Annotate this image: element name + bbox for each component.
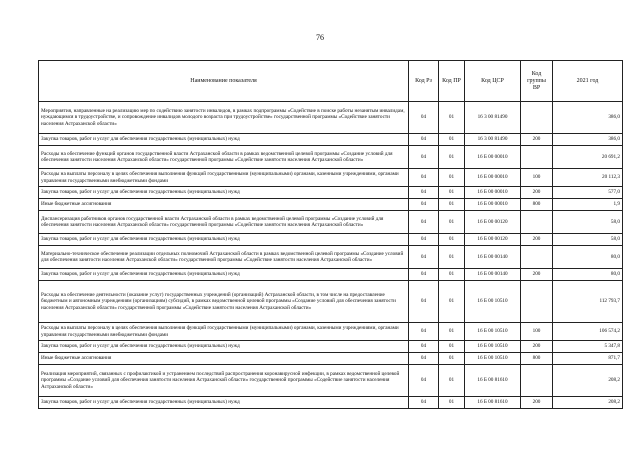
row-target: 16 Б 00 81610: [465, 397, 521, 409]
row-ministry: 04: [409, 199, 439, 211]
row-group: 200: [521, 269, 553, 281]
row-target: 16 Б 00 81610: [465, 365, 521, 397]
row-name: Мероприятия, направленные на реализацию мер по содействию занятости инвалидов, в рамках подпрограммы «Содействие в поиске работы незанятым инвалидам, нуждающимся в трудоустройстве, и сопровождение инвалидов молодого возраста при трудоустройстве» государственной программы «Содействие занятости населения Астраханской области»: [39, 102, 409, 134]
header-group: Код группы ВР: [521, 61, 553, 102]
row-ministry: 04: [409, 169, 439, 187]
row-section: 01: [439, 134, 465, 146]
page-number: 76: [316, 33, 324, 42]
header-target: Код ЦСР: [465, 61, 521, 102]
row-section: 01: [439, 269, 465, 281]
row-target: 16 Б 00 00010: [465, 169, 521, 187]
table-row: [39, 102, 623, 134]
row-name: Материально-техническое обеспечение реализации отдельных полномочий Астраханской области в рамках ведомственной целевой программы «Создание условий для обеспечения занятости населения Астраханской области» государственной программы «Содействие занятости населения Астраханской области»: [39, 246, 409, 269]
table-row: [39, 269, 623, 281]
row-amount: 80,0: [553, 246, 623, 269]
table-row: [39, 323, 623, 341]
row-target: 16 Б 00 00010: [465, 199, 521, 211]
row-name: Расходы на обеспечение деятельности (оказание услуг) государственных учреждений (организаций) Астраханской области, в том числе на предоставление бюджетным и автономным учреждениям (организациям) субсидий, в рамках ведомственной целевой программы «Создание условий для обеспечения занятости населения Астраханской области» государственной программы «Содействие занятости населения Астраханской области»: [39, 281, 409, 323]
row-section: 01: [439, 187, 465, 199]
row-amount: 106 574,2: [553, 323, 623, 341]
table-row: [39, 169, 623, 187]
row-name: Расходы на выплаты персоналу в целях обеспечения выполнения функций государственными (муниципальными) органами, казенными учреждениями, органами управления государственными внебюджетными фондами: [39, 169, 409, 187]
row-amount: 208,2: [553, 397, 623, 409]
row-section: 01: [439, 169, 465, 187]
row-amount: 20 112,3: [553, 169, 623, 187]
row-name: Диспансеризация работников органов государственной власти Астраханской области в рамках ведомственной целевой программы «Создание условий для обеспечения занятости населения Астраханской области» государственной программы «Содействие занятости населения Астраханской области»: [39, 211, 409, 234]
table-row: [39, 146, 623, 169]
row-target: 16 Б 00 10510: [465, 323, 521, 341]
row-amount: 208,2: [553, 365, 623, 397]
row-group: 100: [521, 323, 553, 341]
row-ministry: 04: [409, 365, 439, 397]
row-name: Реализация мероприятий, связанных с профилактикой и устранением последствий распространения коронавирусной инфекции, в рамках ведомственной целевой программы «Создание условий для обеспечения занятости населения Астраханской области» государственной программы «Содействие занятости населения Астраханской области»: [39, 365, 409, 397]
row-group: [521, 211, 553, 234]
table-row: [39, 199, 623, 211]
table-row: [39, 281, 623, 323]
row-section: 01: [439, 323, 465, 341]
row-target: 16 Б 00 00010: [465, 187, 521, 199]
row-name: Иные бюджетные ассигнования: [39, 353, 409, 365]
row-group: 100: [521, 169, 553, 187]
row-group: [521, 102, 553, 134]
row-section: 01: [439, 102, 465, 134]
row-name: Закупка товаров, работ и услуг для обеспечения государственных (муниципальных) нужд: [39, 341, 409, 353]
header-year: 2021 год: [553, 61, 623, 102]
row-ministry: 04: [409, 146, 439, 169]
row-ministry: 04: [409, 187, 439, 199]
row-amount: 871,7: [553, 353, 623, 365]
budget-table: [38, 60, 623, 409]
table-row: [39, 187, 623, 199]
row-target: 16 3 00 81490: [465, 134, 521, 146]
row-group: [521, 246, 553, 269]
row-section: 01: [439, 341, 465, 353]
row-ministry: 04: [409, 134, 439, 146]
table-row: [39, 365, 623, 397]
row-group: 200: [521, 397, 553, 409]
row-ministry: 04: [409, 397, 439, 409]
header-ministry: Код Рз: [409, 61, 439, 102]
row-name: Иные бюджетные ассигнования: [39, 199, 409, 211]
row-amount: 20 691,2: [553, 146, 623, 169]
row-ministry: 04: [409, 234, 439, 246]
row-section: 01: [439, 211, 465, 234]
table-row: [39, 353, 623, 365]
row-name: Закупка товаров, работ и услуг для обеспечения государственных (муниципальных) нужд: [39, 187, 409, 199]
row-group: 800: [521, 199, 553, 211]
row-amount: 5 347,8: [553, 341, 623, 353]
row-amount: 386,0: [553, 102, 623, 134]
row-target: 16 Б 00 00010: [465, 146, 521, 169]
row-group: 200: [521, 187, 553, 199]
row-group: [521, 146, 553, 169]
row-ministry: 04: [409, 246, 439, 269]
row-name: Расходы на выплаты персоналу в целях обеспечения выполнения функций государственными (муниципальными) органами, казенными учреждениями, органами управления государственными внебюджетными фондами: [39, 323, 409, 341]
row-ministry: 04: [409, 211, 439, 234]
row-section: 01: [439, 199, 465, 211]
row-section: 01: [439, 281, 465, 323]
row-group: 200: [521, 234, 553, 246]
row-group: 800: [521, 353, 553, 365]
row-amount: 80,0: [553, 269, 623, 281]
row-name: Закупка товаров, работ и услуг для обеспечения государственных (муниципальных) нужд: [39, 397, 409, 409]
table-row: [39, 246, 623, 269]
table-row: [39, 134, 623, 146]
row-section: 01: [439, 397, 465, 409]
row-section: 01: [439, 246, 465, 269]
row-name: Закупка товаров, работ и услуг для обеспечения государственных (муниципальных) нужд: [39, 269, 409, 281]
row-target: 16 Б 00 00120: [465, 234, 521, 246]
row-ministry: 04: [409, 353, 439, 365]
table-row: [39, 341, 623, 353]
table-row: [39, 211, 623, 234]
row-ministry: 04: [409, 323, 439, 341]
row-ministry: 04: [409, 341, 439, 353]
row-section: 01: [439, 353, 465, 365]
row-group: [521, 281, 553, 323]
row-name: Закупка товаров, работ и услуг для обеспечения государственных (муниципальных) нужд: [39, 234, 409, 246]
row-section: 01: [439, 365, 465, 397]
row-target: 16 Б 00 00140: [465, 269, 521, 281]
row-ministry: 04: [409, 102, 439, 134]
row-target: 16 Б 00 00120: [465, 211, 521, 234]
row-section: 01: [439, 234, 465, 246]
row-target: 16 Б 00 10510: [465, 353, 521, 365]
row-section: 01: [439, 146, 465, 169]
header-name: Наименование показателя: [39, 61, 409, 102]
row-group: [521, 365, 553, 397]
table-header-row: [39, 61, 623, 102]
row-amount: 577,0: [553, 187, 623, 199]
row-target: 16 Б 00 00140: [465, 246, 521, 269]
row-target: 16 3 00 81490: [465, 102, 521, 134]
row-amount: 1,9: [553, 199, 623, 211]
row-amount: 386,0: [553, 134, 623, 146]
row-amount: 112 793,7: [553, 281, 623, 323]
table-row: [39, 397, 623, 409]
row-amount: 58,0: [553, 234, 623, 246]
row-target: 16 Б 00 10510: [465, 281, 521, 323]
row-name: Закупка товаров, работ и услуг для обеспечения государственных (муниципальных) нужд: [39, 134, 409, 146]
header-section: Код ПР: [439, 61, 465, 102]
row-ministry: 04: [409, 281, 439, 323]
row-amount: 58,0: [553, 211, 623, 234]
row-name: Расходы на обеспечение функций органов государственной власти Астраханской области в рамках ведомственной целевой программы «Создание условий для обеспечения занятости населения Астраханской области» государственной программы «Содействие занятости населения Астраханской области»: [39, 146, 409, 169]
row-group: 200: [521, 134, 553, 146]
row-ministry: 04: [409, 269, 439, 281]
table-row: [39, 234, 623, 246]
row-group: 200: [521, 341, 553, 353]
row-target: 16 Б 00 10510: [465, 341, 521, 353]
